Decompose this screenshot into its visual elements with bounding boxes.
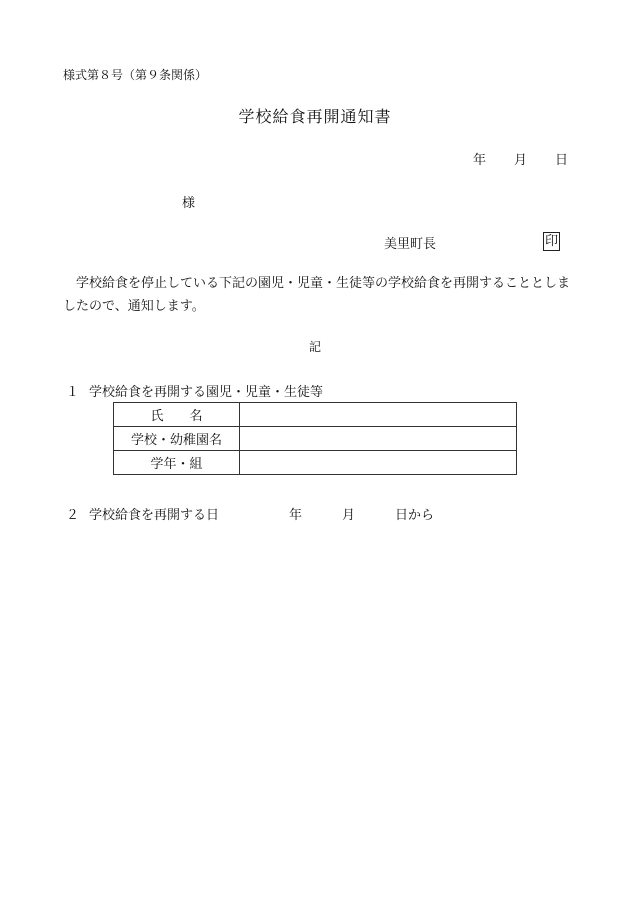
ki-heading: 記 (308, 340, 321, 354)
table-row (114, 403, 517, 427)
table-row-value-grade (240, 451, 517, 475)
table-row-value-school (240, 427, 517, 451)
item-2-day-from: 日から (395, 508, 435, 523)
item-2-year: 年 (289, 508, 303, 523)
date-year: 年 (473, 153, 487, 168)
item-2-number: ２ (66, 508, 80, 523)
item-2-label: 学校給食を再開する日 (89, 508, 220, 523)
date-month: 月 (514, 153, 528, 168)
item-1-number: １ (66, 385, 80, 400)
issue-date (473, 149, 568, 168)
student-info-table (113, 402, 517, 475)
table-row-value-name (240, 403, 517, 427)
date-day: 日 (555, 153, 569, 168)
table-row-label-school: 学校・幼稚園名 (114, 427, 240, 451)
table-row (114, 451, 517, 475)
table-row (114, 427, 517, 451)
item-2 (66, 504, 434, 523)
seal-mark: 印 (545, 234, 559, 249)
body-paragraph: 学校給食を停止している下記の園児・児童・生徒等の学校給食を再開することとしましたので、通知します。 (63, 276, 571, 314)
table-row-label-grade: 学年・組 (114, 451, 240, 475)
table-row-label-name: 氏 名 (114, 403, 240, 427)
item-1-label: 学校給食を再開する園児・児童・生徒等 (89, 385, 324, 400)
document-title: 学校給食再開通知書 (238, 107, 392, 126)
form-number: 様式第８号（第９条関係） (63, 68, 208, 82)
addressee-suffix: 様 (182, 196, 196, 211)
item-2-month: 月 (342, 508, 356, 523)
sender-name: 美里町長 (384, 237, 437, 252)
item-1 (66, 381, 323, 400)
